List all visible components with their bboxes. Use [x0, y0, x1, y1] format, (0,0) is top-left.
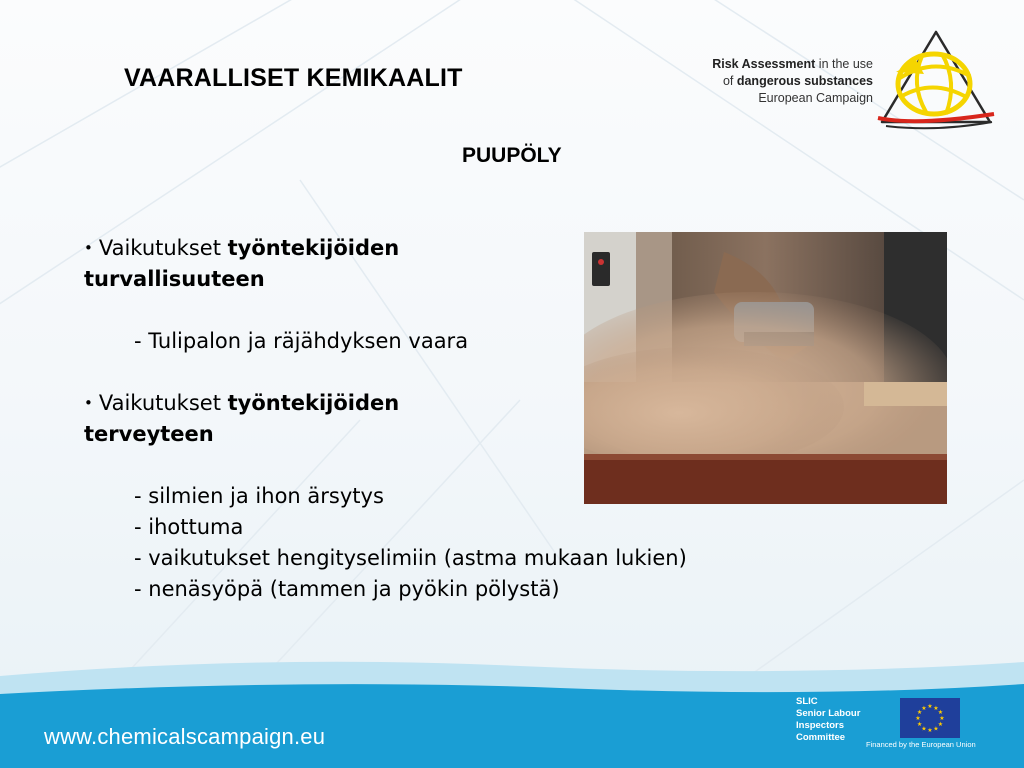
logo-line2-pre: of [722, 74, 737, 88]
slide-title: VAARALLISET KEMIKAALIT [124, 64, 463, 92]
campaign-url-link[interactable]: www.chemicalscampaign.eu [44, 724, 326, 749]
slide-subtitle: PUUPÖLY [462, 144, 562, 167]
logo-line1-rest: in the use [815, 57, 873, 71]
wood-sanding-dust-photo [584, 232, 947, 504]
sub-item: - nenäsyöpä (tammen ja pyökin pölystä) [134, 577, 560, 601]
slic-line: Committee [796, 732, 846, 743]
eu-star-icon: ★ [937, 721, 944, 729]
bullet-icon: • [84, 239, 93, 257]
logo-line2-bold: dangerous substances [736, 74, 873, 88]
eu-star-icon: ★ [915, 715, 921, 723]
bullet2-bold-2: terveyteen [84, 422, 214, 446]
eu-star-icon: ★ [916, 721, 923, 729]
globe-triangle-logo-icon [876, 26, 996, 136]
logo-line1-bold: Risk Assessment [712, 57, 816, 71]
bullet-icon: • [84, 394, 93, 412]
slic-line: SLIC [796, 696, 818, 707]
eu-caption: Financed by the European Union [866, 740, 976, 749]
bullet2-bold-1: työntekijöiden [227, 391, 400, 415]
campaign-logo-text [690, 56, 873, 107]
bullet1-bold-1: työntekijöiden [227, 236, 400, 260]
eu-flag-icon [900, 698, 960, 738]
sub-item: - Tulipalon ja räjähdyksen vaara [134, 329, 469, 353]
eu-star-icon: ★ [933, 725, 939, 733]
slic-label [796, 696, 860, 744]
eu-star-icon: ★ [921, 704, 927, 712]
bullet1-bold-2: turvallisuuteen [84, 267, 265, 291]
eu-star-icon: ★ [927, 727, 933, 735]
sub-item: - vaikutukset hengityselimiin (astma mukaan lukien) [134, 546, 687, 570]
sub-item: - silmien ja ihon ärsytys [134, 484, 384, 508]
eu-star-icon: ★ [933, 704, 939, 712]
sub-item: - ihottuma [134, 515, 244, 539]
slic-line: Senior Labour [796, 708, 861, 719]
eu-star-icon: ★ [916, 709, 923, 717]
eu-star-icon: ★ [921, 725, 927, 733]
bullet2-normal: Vaikutukset [98, 391, 228, 415]
slic-line: Inspectors [796, 720, 845, 731]
eu-star-icon: ★ [939, 715, 945, 723]
eu-star-icon: ★ [927, 703, 933, 711]
bullet1-normal: Vaikutukset [98, 236, 228, 260]
eu-star-icon: ★ [937, 709, 944, 717]
logo-line3: European Campaign [758, 91, 873, 105]
